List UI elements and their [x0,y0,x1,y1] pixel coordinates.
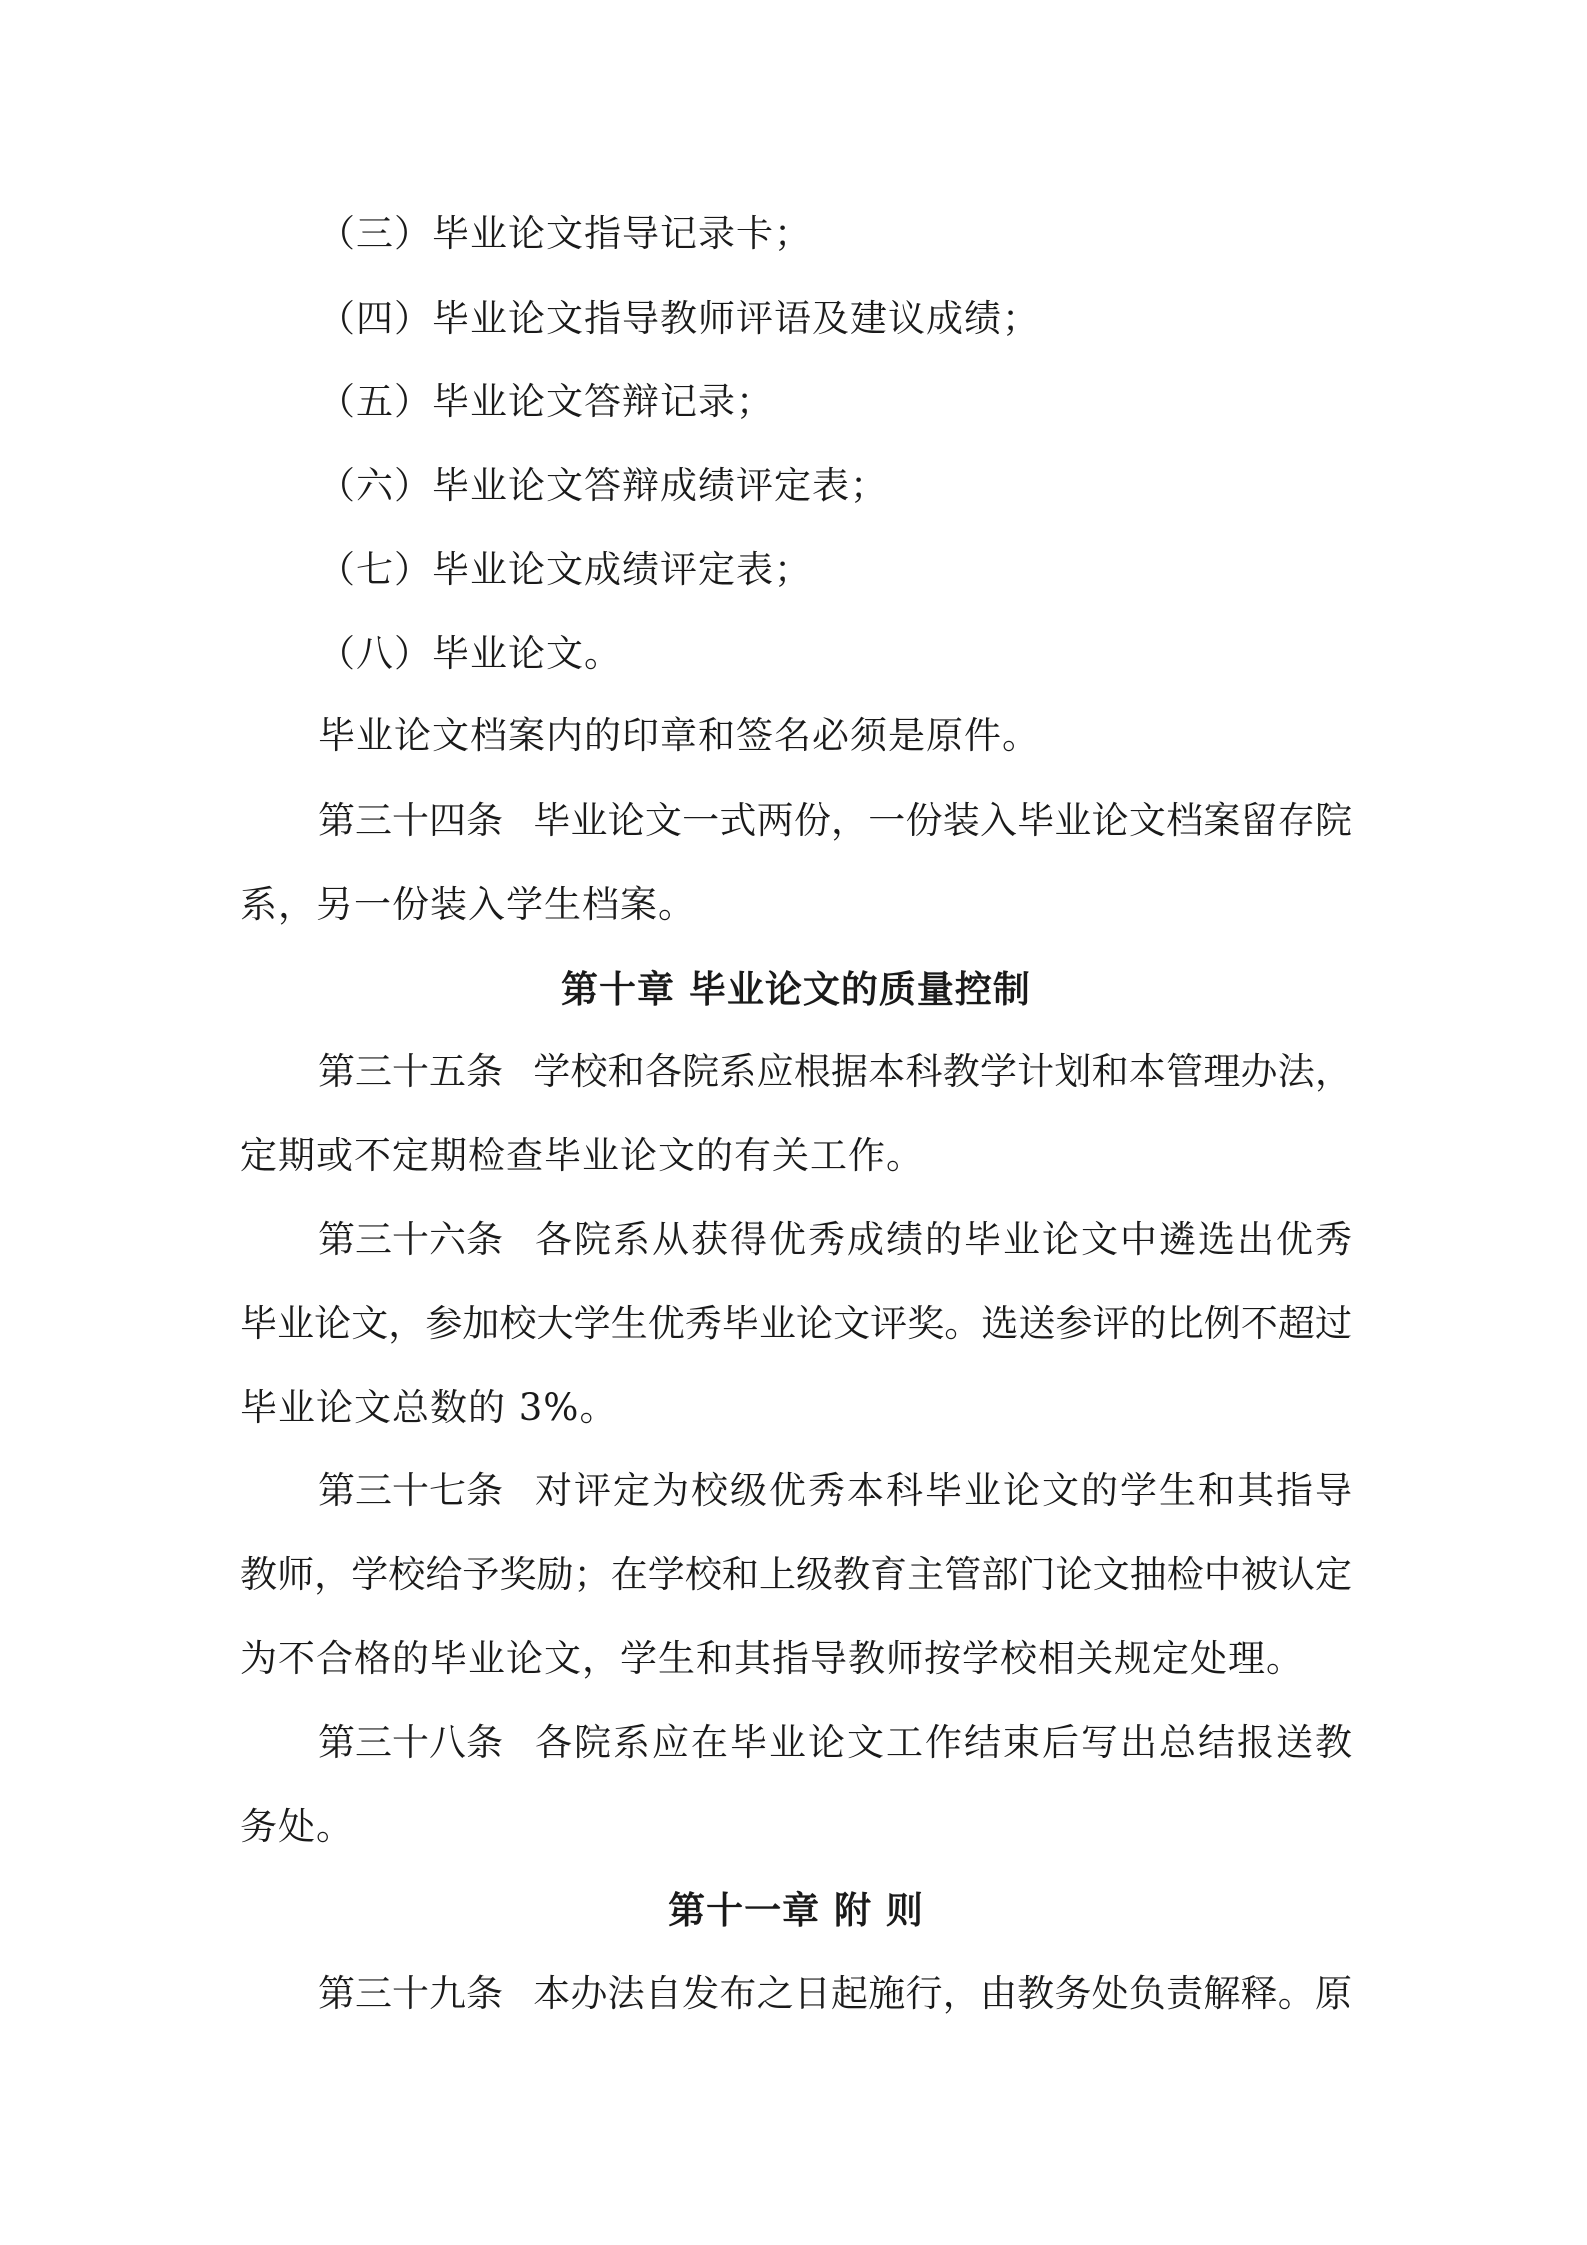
article-37-text-1: 对评定为校级优秀本科毕业论文的学生和其指导 [533,1469,1352,1512]
article-38-line-1 [318,1719,1352,1767]
article-36-line-3: 毕业论文总数的 3%。 [240,1386,618,1429]
article-37-label: 第三十七条 [318,1469,503,1512]
article-39-label: 第三十九条 [318,1972,503,2015]
list-item-8: （八）毕业论文。 [318,632,622,675]
article-34-line-1 [318,797,1352,845]
article-38-text-1: 各院系应在毕业论文工作结束后写出总结报送教 [533,1721,1352,1764]
article-35-text-1: 学校和各院系应根据本科教学计划和本管理办法， [533,1050,1352,1093]
article-38-label: 第三十八条 [318,1721,503,1764]
list-item-7: （七）毕业论文成绩评定表； [318,548,812,591]
article-37-line-1 [318,1467,1352,1515]
article-35-line-1 [318,1048,1352,1096]
article-35-line-2: 定期或不定期检查毕业论文的有关工作。 [240,1134,924,1177]
article-37-line-3: 为不合格的毕业论文，学生和其指导教师按学校相关规定处理。 [240,1637,1304,1680]
list-item-5: （五）毕业论文答辩记录； [318,380,774,423]
chapter-11-heading: 第十一章 附 则 [668,1888,924,1932]
list-item-4: （四）毕业论文指导教师评语及建议成绩； [318,297,1040,340]
archive-note: 毕业论文档案内的印章和签名必须是原件。 [318,714,1040,757]
article-38-line-2: 务处。 [240,1805,354,1848]
article-37-line-2: 教师，学校给予奖励；在学校和上级教育主管部门论文抽检中被认定 [240,1553,1352,1596]
article-36-line-2: 毕业论文，参加校大学生优秀毕业论文评奖。选送参评的比例不超过 [240,1302,1352,1345]
chapter-10-heading: 第十章 毕业论文的质量控制 [561,967,1031,1011]
article-35-label: 第三十五条 [318,1050,503,1093]
list-item-3: （三）毕业论文指导记录卡； [318,212,812,255]
article-36-label: 第三十六条 [318,1218,503,1261]
article-39-text-1: 本办法自发布之日起施行，由教务处负责解释。原 [533,1972,1352,2015]
article-36-line-1 [318,1216,1352,1264]
article-34-label: 第三十四条 [318,799,503,842]
article-36-text-1: 各院系从获得优秀成绩的毕业论文中遴选出优秀 [533,1218,1352,1261]
article-39-line-1 [318,1970,1352,2018]
list-item-6: （六）毕业论文答辩成绩评定表； [318,464,888,507]
article-34-line-2: 系，另一份装入学生档案。 [240,883,696,926]
article-34-text-1: 毕业论文一式两份，一份装入毕业论文档案留存院 [533,799,1352,842]
